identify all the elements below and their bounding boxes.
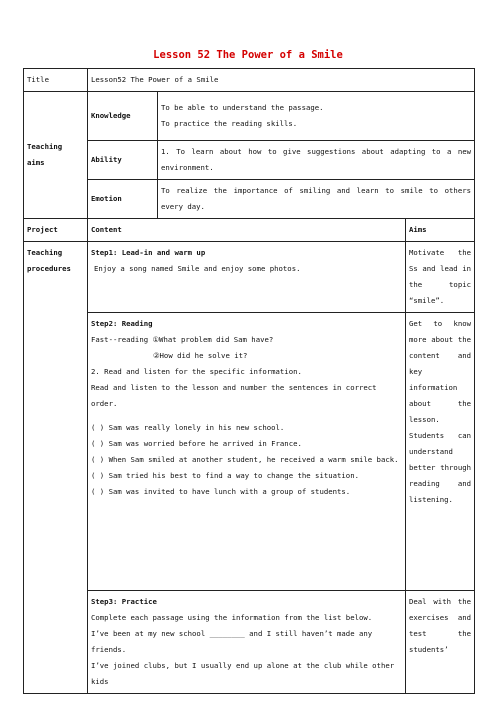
step3-row	[24, 591, 475, 694]
header-row	[24, 219, 475, 242]
step1-content	[88, 242, 406, 313]
emotion-content: To realize the importance of smiling and learn to smile to others every day.	[158, 180, 475, 219]
ordering-item: ( ) Sam was really lonely in his new school.	[91, 423, 285, 432]
step3-line: Complete each passage using the information from the list below.	[91, 613, 373, 622]
step2-title: Step2: Reading	[91, 319, 153, 328]
fast-reading-question-2: ②How did he solve it?	[153, 351, 248, 360]
task2-instructions: Read and listen to the lesson and number the sentences in correct order.	[91, 383, 377, 408]
step3-title: Step3: Practice	[91, 597, 157, 606]
step2-content	[88, 313, 406, 591]
spacer	[91, 412, 402, 420]
step1-title: Step1: Lead-in and warm up	[91, 248, 206, 257]
ability-label: Ability	[88, 141, 158, 180]
step3-aims: Deal with the exercises and test the students’	[406, 591, 475, 694]
document-title: Lesson 52 The Power of a Smile	[153, 49, 343, 61]
knowledge-row	[24, 92, 475, 141]
title-row	[24, 69, 475, 92]
fast-reading-question-1: Fast--reading ①What problem did Sam have?	[91, 335, 274, 344]
project-header: Project	[24, 219, 88, 242]
step2-row	[24, 313, 475, 591]
step1-row	[24, 242, 475, 313]
procedures-label: Teaching procedures	[24, 242, 88, 694]
knowledge-line: To be able to understand the passage.	[161, 103, 324, 112]
step1-aims: Motivate the Ss and lead in the topic “smile”.	[406, 242, 475, 313]
ordering-item: ( ) Sam was worried before he arrived in France.	[91, 439, 302, 448]
task2-heading: 2. Read and listen for the specific information.	[91, 367, 302, 376]
ability-row	[24, 141, 475, 180]
content-header: Content	[88, 219, 406, 242]
lesson-plan-table	[23, 68, 475, 694]
emotion-label: Emotion	[88, 180, 158, 219]
step3-line: I’ve been at my new school ________ and I still haven’t made any friends.	[91, 629, 373, 654]
ordering-item: ( ) When Sam smiled at another student, he received a warm smile back.	[91, 455, 399, 464]
step3-content	[88, 591, 406, 694]
knowledge-content	[158, 92, 475, 141]
title-value: Lesson52 The Power of a Smile	[88, 69, 475, 92]
ordering-item: ( ) Sam tried his best to find a way to change the situation.	[91, 471, 359, 480]
ordering-item: ( ) Sam was invited to have lunch with a group of students.	[91, 487, 351, 496]
step2-aims: Get to know more about the content and key information about the lesson. Students can understand better through reading and listening.	[406, 313, 475, 591]
step1-text: Enjoy a song named Smile and enjoy some photos.	[94, 264, 301, 273]
step3-line: I’ve joined clubs, but I usually end up alone at the club while other kids	[91, 661, 395, 686]
teaching-aims-label: Teaching aims	[24, 92, 88, 219]
emotion-row	[24, 180, 475, 219]
title-label: Title	[24, 69, 88, 92]
knowledge-label: Knowledge	[88, 92, 158, 141]
aims-header: Aims	[406, 219, 475, 242]
knowledge-line: To practice the reading skills.	[161, 119, 298, 128]
ability-content: 1. To learn about how to give suggestions about adapting to a new environment.	[158, 141, 475, 180]
